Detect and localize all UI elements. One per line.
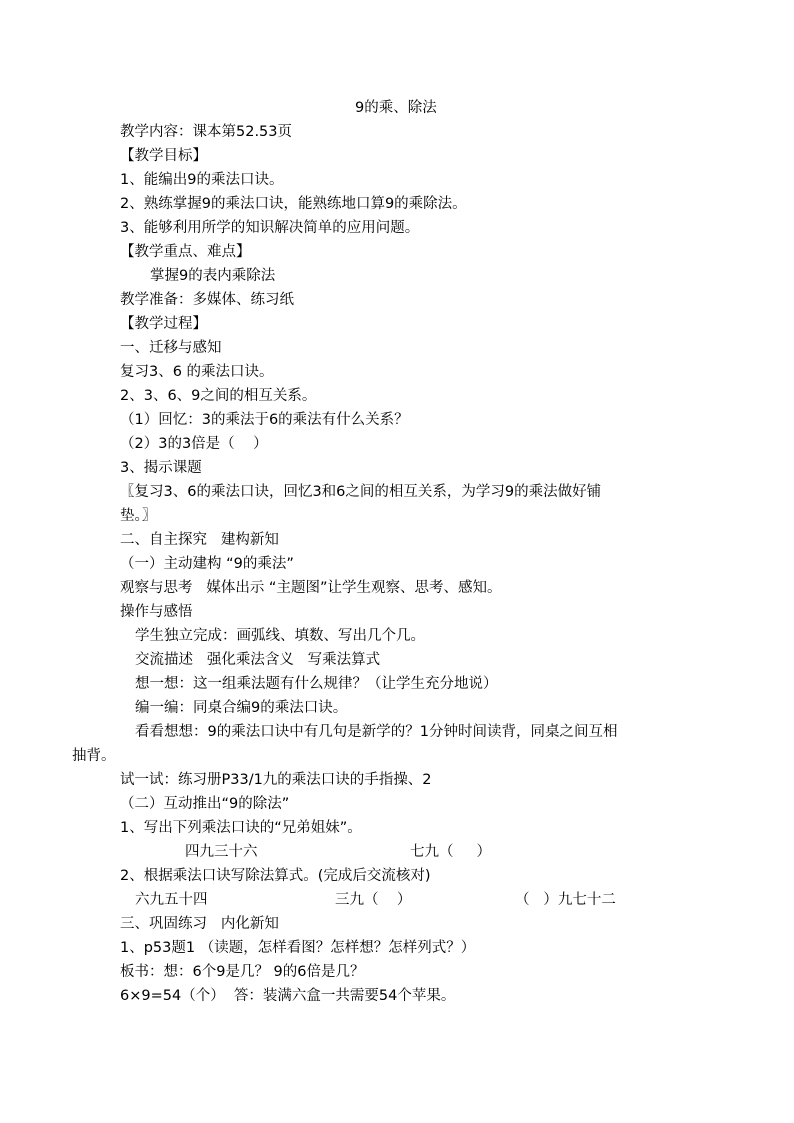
recall-question: （1）回忆：3的乘法于6的乘法有什么关系？ xyxy=(120,412,409,428)
document-title: 9的乘、除法 xyxy=(355,100,437,116)
part-2-heading: 二、自主探究 建构新知 xyxy=(120,532,279,548)
teaching-preparation-line: 教学准备：多媒体、练习纸 xyxy=(120,292,294,308)
relationship-line: 2、3、6、9之间的相互关系。 xyxy=(120,388,317,404)
exchange-line: 交流描述 强化乘法含义 写乘法算式 xyxy=(135,652,381,668)
exercise-2-line: 2、根据乘法口诀写除法算式。(完成后交流核对) xyxy=(120,868,431,884)
observe-line: 观察与思考 媒体出示 “主题图”让学生观察、思考、感知。 xyxy=(120,580,502,596)
part-1-heading: 一、迁移与感知 xyxy=(120,340,222,356)
subsection-1-heading: （一）主动建构 “9的乘法” xyxy=(120,556,294,572)
rhyme-1: 四九三十六 xyxy=(185,844,258,860)
triple-question: （2）3的3倍是（ ） xyxy=(120,436,268,452)
equation-answer-line: 6×9=54（个） 答：装满六盒一共需要54个苹果。 xyxy=(120,988,456,1004)
board-writing-line: 板书：想：6个9是几？ 9的6倍是几？ xyxy=(120,964,365,980)
reveal-topic-line: 3、揭示课题 xyxy=(120,460,202,476)
rhyme-3: 六九五十四 xyxy=(135,892,208,908)
compose-line: 编一编：同桌合编9的乘法口诀。 xyxy=(135,700,348,716)
section-heading-process: 【教学过程】 xyxy=(120,316,207,332)
independent-work-line: 学生独立完成：画弧线、填数、写出几个几。 xyxy=(135,628,425,644)
rhyme-4: 三九（ ） xyxy=(335,892,412,908)
key-point-text: 掌握9的表内乘除法 xyxy=(150,268,276,284)
review-line: 复习3、6 的乘法口诀。 xyxy=(120,364,274,380)
objective-1: 1、能编出9的乘法口诀。 xyxy=(120,172,284,188)
note-line-1: 〖复习3、6的乘法口诀，回忆3和6之间的相互关系，为学习9的乘法做好铺 xyxy=(120,484,602,500)
objective-2: 2、熟练掌握9的乘法口诀，能熟练地口算9的乘除法。 xyxy=(120,196,467,212)
rhyme-2: 七九（ ） xyxy=(410,844,492,860)
look-think-line-2: 抽背。 xyxy=(72,748,116,764)
section-heading-objectives: 【教学目标】 xyxy=(120,148,207,164)
subsection-2-heading: （二）互动推出“9的除法” xyxy=(120,796,290,812)
objective-3: 3、能够利用所学的知识解决简单的应用问题。 xyxy=(120,220,420,236)
section-heading-key-points: 【教学重点、难点】 xyxy=(120,244,251,260)
exercise-1-line: 1、写出下列乘法口诀的“兄弟姐妹”。 xyxy=(120,820,362,836)
teaching-content-line: 教学内容：课本第52.53页 xyxy=(120,124,293,140)
note-line-2: 垫。〗 xyxy=(120,508,157,524)
look-think-line-1: 看看想想：9的乘法口诀中有几句是新学的？1分钟时间读背，同桌之间互相 xyxy=(135,724,618,740)
part-3-heading: 三、巩固练习 内化新知 xyxy=(120,916,279,932)
think-line: 想一想：这一组乘法题有什么规律？（让学生充分地说） xyxy=(135,676,498,692)
operate-heading: 操作与感悟 xyxy=(120,604,193,620)
try-line: 试一试：练习册P33/1九的乘法口诀的手指操、2 xyxy=(120,772,432,788)
practice-1-line: 1、p53题1 （读题，怎样看图？怎样想？怎样列式？） xyxy=(120,940,476,956)
rhyme-5: （ ）九七十二 xyxy=(515,892,616,908)
